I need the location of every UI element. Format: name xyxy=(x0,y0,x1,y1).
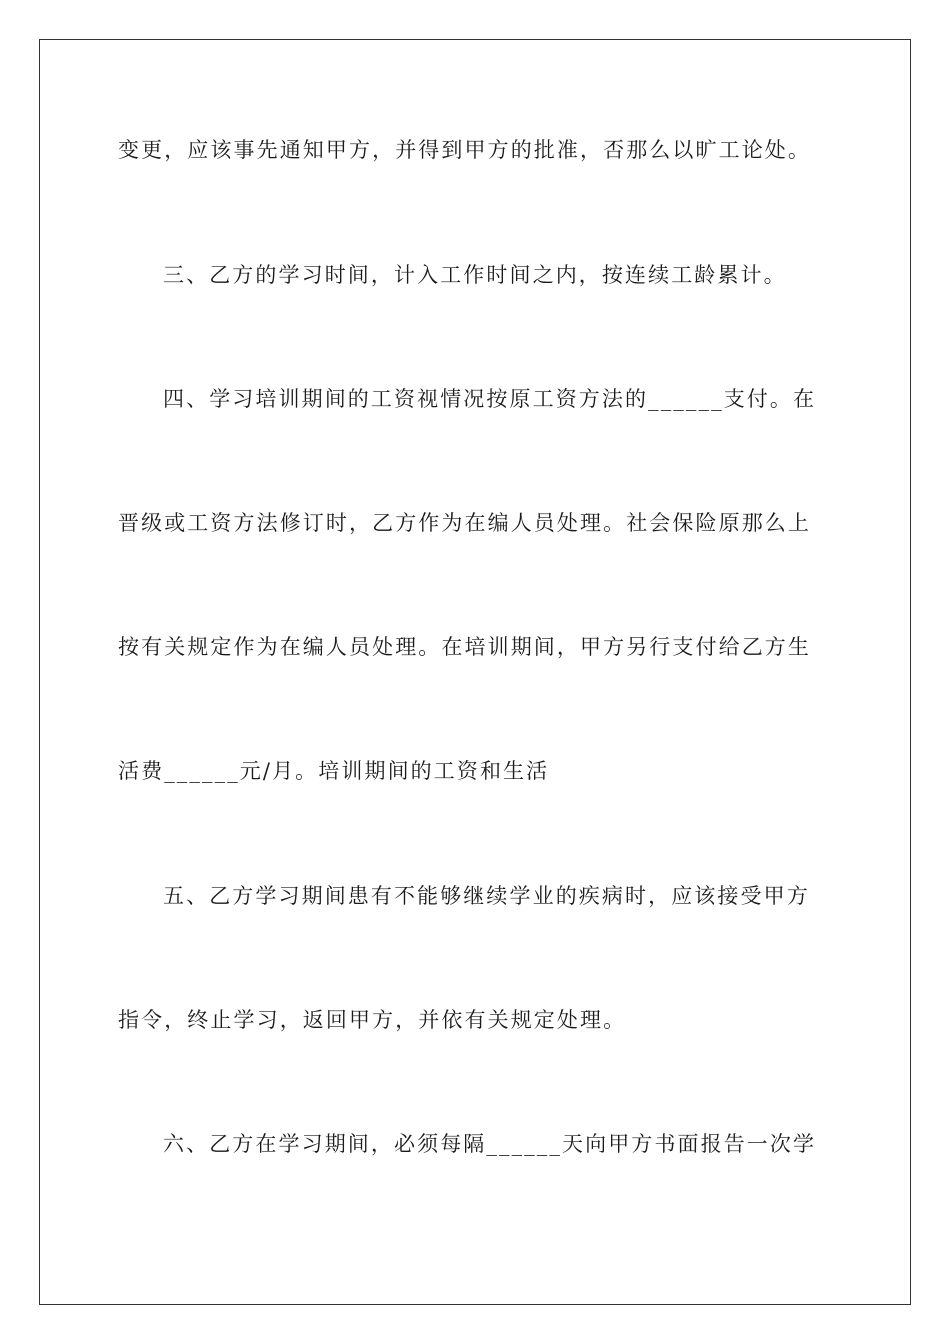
page-border xyxy=(39,39,911,1305)
text-line-3: 四、学习培训期间的工资视情况按原工资方法的______支付。在 xyxy=(163,387,817,411)
text-line-4: 晋级或工资方法修订时，乙方作为在编人员处理。社会保险原那么上 xyxy=(118,511,811,535)
text-line-1: 变更，应该事先通知甲方，并得到甲方的批准，否那么以旷工论处。 xyxy=(118,138,811,162)
text-line-9: 六、乙方在学习期间，必须每隔______天向甲方书面报告一次学 xyxy=(163,1132,817,1156)
text-line-2: 三、乙方的学习时间，计入工作时间之内，按连续工龄累计。 xyxy=(163,263,787,287)
text-line-6: 活费______元/月。培训期间的工资和生活 xyxy=(118,759,550,783)
text-line-7: 五、乙方学习期间患有不能够继续学业的疾病时，应该接受甲方 xyxy=(163,884,810,908)
text-line-8: 指令，终止学习，返回甲方，并依有关规定处理。 xyxy=(118,1008,627,1032)
text-line-5: 按有关规定作为在编人员处理。在培训期间，甲方另行支付给乙方生 xyxy=(118,635,811,659)
